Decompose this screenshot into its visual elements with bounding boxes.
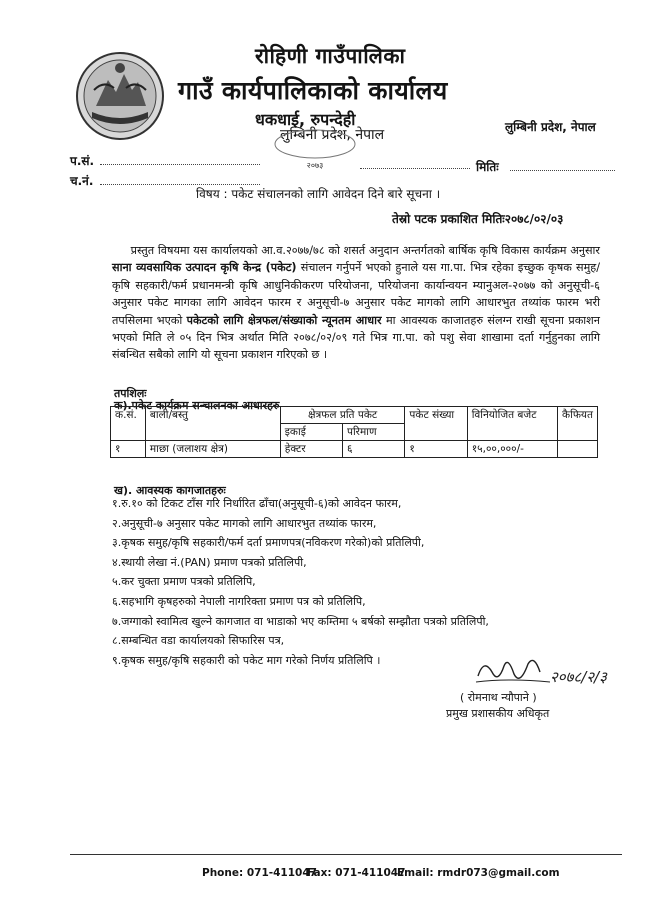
- list-item: ५.कर चुक्ता प्रमाण पत्रको प्रतिलिपि,: [112, 575, 256, 589]
- handwritten-signature: [470, 652, 638, 692]
- office-name: गाउँ कार्यपालिकाको कार्यालय: [178, 76, 448, 105]
- docs-heading: ख). आवस्यक कागजातहरुः: [114, 484, 226, 497]
- docs-list: [112, 494, 489, 670]
- body-bold-2: पकेटको लागि क्षेत्रफल/संख्याको न्यूनतम आधार: [186, 313, 382, 327]
- signatory-title: प्रमुख प्रशासकीय अधिकृत: [446, 707, 550, 720]
- details-heading: तपशिलः: [114, 387, 147, 400]
- letter-no-line: [100, 164, 260, 165]
- list-item: ४.स्थायी लेखा नं.(PAN) प्रमाण पत्रको प्रतिलिपी,: [112, 555, 307, 569]
- signature-date: २०७८/२/३: [550, 668, 607, 686]
- list-item: ९.कृषक समुह/कृषि सहकारी को पकेट माग गरेको निर्णय प्रतिलिपि ।: [112, 653, 381, 667]
- notice-subject: विषय : पकेट संचालनको लागि आवेदन दिने बारे सूचना ।: [196, 187, 441, 201]
- cell-remarks: [558, 441, 598, 458]
- office-seal-stamp: [270, 128, 360, 174]
- list-item: १.रु.१० को टिकट टाँस गरि निर्धारित ढाँचा(अनुसूची-६)को आवेदन फारम,: [112, 497, 402, 510]
- header-right-province: लुम्बिनी प्रदेश, नेपाल: [505, 120, 596, 134]
- th-crop: बाली/बस्तु: [145, 407, 280, 441]
- publication-date: तेस्रो पटक प्रकाशित मितिः२०७८/०२/०३: [392, 212, 564, 226]
- municipality-name: रोहिणी गाउँपालिका: [255, 44, 406, 68]
- list-item: ८.सम्बन्धित वडा कार्यालयको सिफारिस पत्र,: [112, 634, 285, 648]
- footer-fax: Fax: 071-411047: [307, 867, 406, 879]
- letter-no-label: प.सं.: [70, 154, 95, 168]
- th-quantity: परिमाण: [342, 424, 404, 441]
- list-item: ६.सहभागि कृषहरुको नेपाली नागरिक्ता प्रमाण पत्र को प्रतिलिपि,: [112, 594, 366, 608]
- footer-phone: Phone: 071-411047: [202, 867, 317, 879]
- th-area: क्षेत्रफल प्रति पकेट: [280, 407, 405, 424]
- body-part-1: प्रस्तुत विषयमा यस कार्यालयको आ.व.२०७७/७८ को शसर्त अनुदान अन्तर्गतको बार्षिक कृषि विकास कार्यक्रम अनुसार: [130, 244, 601, 257]
- th-unit: इकाई: [280, 424, 342, 441]
- cell-pocket-count: १: [405, 441, 467, 458]
- th-pocket-count: पकेट संख्या: [405, 407, 467, 441]
- body-part-2: संचालन गर्नुपर्ने भएको हुनाले यस गा.पा. भित्र रहेका इच्छुक कृषक समुह/कृषि सहकारी/फर्म प्रधानमन्त्री कृषि आधुनिकीकरण परियोजना, परियोजना कार्यान्वयन म्यानुअल-२०७७ को अनुसूची-६ अनुसार पकेट मागका लागि आवेदन फारम र अनुसूची-७ अनुसार पकेट मागको लागि आधारभुत तथ्यांक फारम भरी तपसिलमा भएको: [112, 261, 600, 327]
- date-line: [510, 170, 615, 171]
- signatory-name: ( रोमनाथ न्यौपाने ): [460, 691, 537, 704]
- office-province: लुम्बिनी प्रदेश, नेपाल: [280, 127, 385, 143]
- cell-budget: १५,००,०००/-: [467, 441, 557, 458]
- pocket-basis-table: [110, 406, 598, 458]
- cell-quantity: ६: [342, 441, 404, 458]
- notice-body: [112, 242, 600, 364]
- th-remarks: कैफियत: [558, 407, 598, 441]
- th-budget: विनियोजित बजेट: [467, 407, 557, 441]
- list-item: ७.जग्गाको स्वामित्व खुल्ने कागजात वा भाडाको भए कम्तिमा ५ बर्षको सम्झौता पत्रको प्रतिलिपी,: [112, 614, 489, 628]
- cell-sn: १: [111, 441, 146, 458]
- table-row: [111, 441, 598, 458]
- list-item: ३.कृषक समुह/कृषि सहकारी/फर्म दर्ता प्रमाणपत्र(नविकरण गरेको)को प्रतिलिपी,: [112, 536, 425, 550]
- office-location: धकधाई, रुपन्देही: [255, 110, 356, 129]
- body-bold-1: साना व्यवसायिक उत्पादन कृषि केन्द्र (पकेट): [112, 261, 297, 275]
- seal-year: २०७३: [306, 161, 324, 170]
- cell-unit: हेक्टर: [280, 441, 342, 458]
- dispatch-no-label: च.नं.: [70, 174, 94, 188]
- table-header-row: [111, 407, 598, 424]
- table-caption: क).पकेट कार्यक्रम सन्चालनका आधारहरु: [114, 399, 280, 412]
- footer-email: Email: rmdr073@gmail.com: [397, 867, 560, 879]
- nepal-emblem-logo: [74, 50, 166, 142]
- body-part-3: मा आवस्यक काजातहरु संलग्न राखी सूचना प्रकाशन भएको मिति ले ०५ दिन भित्र अर्थात मिति २०७८/०२/०९ गते भित्र गा.पा. को पशु सेवा शाखामा दर्ता गर्नुहुनका लागि संबन्धित सबैको लागि यो सूचना प्रकाशन गरिएको छ ।: [112, 313, 600, 362]
- date-label: मितिः: [476, 160, 499, 174]
- list-item: २.अनुसूची-७ अनुसार पकेट मागको लागि आधारभुत तथ्यांक फारम,: [112, 516, 377, 530]
- th-sn: क.सं.: [111, 407, 146, 441]
- cell-crop: माछा (जलाशय क्षेत्र): [145, 441, 280, 458]
- header-rule: [360, 168, 470, 169]
- footer-rule: [70, 854, 622, 855]
